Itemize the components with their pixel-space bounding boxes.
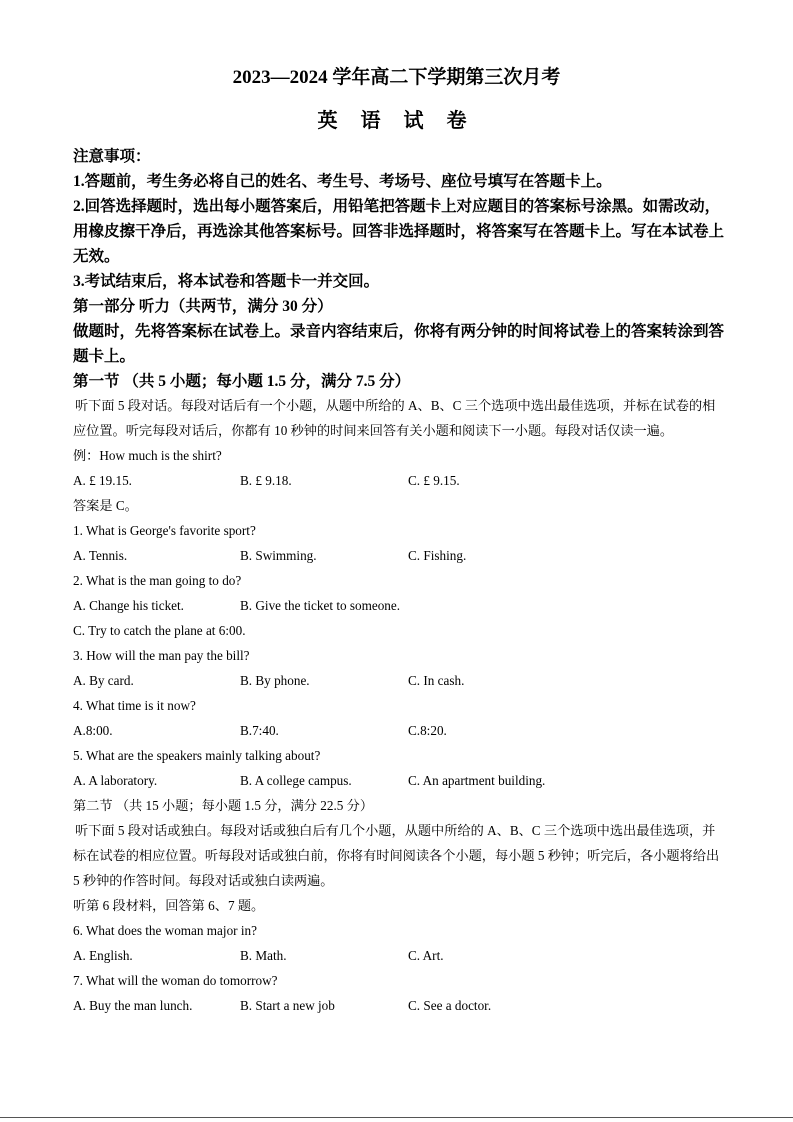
- option-b: B. A college campus.: [240, 773, 352, 788]
- page-bottom-divider: [0, 1117, 793, 1118]
- example-question: 例：How much is the shirt?: [73, 448, 222, 463]
- question-3: 3. How will the man pay the bill?: [73, 648, 250, 663]
- question-5: 5. What are the speakers mainly talking about?: [73, 748, 321, 763]
- option-c: C.8:20.: [408, 723, 447, 738]
- option-a: A. A laboratory.: [73, 773, 158, 788]
- option-b: B. By phone.: [240, 673, 310, 688]
- option-b: B. Start a new job: [240, 998, 335, 1013]
- question-2-options: [73, 593, 728, 618]
- option-a: A.8:00.: [73, 723, 113, 738]
- question-4: 4. What time is it now?: [73, 698, 196, 713]
- question-6-options: [73, 943, 728, 968]
- question-1-options: [73, 543, 728, 568]
- option-c: C. Fishing.: [408, 548, 467, 563]
- option-c: C. Art.: [408, 948, 444, 963]
- option-b: B. Swimming.: [240, 548, 317, 563]
- example-options: [73, 468, 728, 493]
- notice-item-1: 1.答题前，考生务必将自己的姓名、考生号、考场号、座位号填写在答题卡上。: [73, 173, 612, 190]
- notice-item-3: 3.考试结束后，将本试卷和答题卡一并交回。: [73, 273, 380, 290]
- section2-heading: 第二节 （共 15 小题；每小题 1.5 分，满分 22.5 分）: [73, 798, 374, 813]
- question-7-options: [73, 993, 728, 1018]
- section1-instruction: 听下面 5 段对话。每段对话后有一个小题，从题中所给的 A、B、C 三个选项中选出最佳选项，并标在试卷的相应位置。听完每段对话后，你都有 10 秒钟的时间来回答有关小题和阅读下一小题。每段对话仅读一遍。: [73, 398, 716, 438]
- question-7: 7. What will the woman do tomorrow?: [73, 973, 278, 988]
- part1-heading: 第一部分 听力（共两节，满分 30 分）: [73, 298, 333, 315]
- question-2: 2. What is the man going to do?: [73, 573, 242, 588]
- option-b: B.7:40.: [240, 723, 279, 738]
- section2-instruction: 听下面 5 段对话或独白。每段对话或独白后有几个小题，从题中所给的 A、B、C 三个选项中选出最佳选项，并标在试卷的相应位置。听每段对话或独白前，你将有时间阅读各个小题，每小题 5 秒钟；听完后，各小题将给出 5 秒钟的作答时间。每段对话或独白读两遍。: [73, 823, 720, 888]
- option-a: A. English.: [73, 948, 133, 963]
- option-b: B. Math.: [240, 948, 287, 963]
- option-b: B. £ 9.18.: [240, 473, 292, 488]
- notice-item-2: 2.回答选择题时，选出每小题答案后，用铅笔把答题卡上对应题目的答案标号涂黑。如需改动，用橡皮擦干净后，再选涂其他答案标号。回答非选择题时，将答案写在答题卡上。写在本试卷上无效。: [73, 198, 725, 265]
- part1-instruction: 做题时，先将答案标在试卷上。录音内容结束后，你将有两分钟的时间将试卷上的答案转涂到答题卡上。: [73, 323, 725, 365]
- example-answer: 答案是 C。: [73, 498, 138, 513]
- notice-block: [73, 144, 728, 394]
- option-c: C. £ 9.15.: [408, 473, 460, 488]
- question-5-options: [73, 768, 728, 793]
- question-1: 1. What is George's favorite sport?: [73, 523, 256, 538]
- option-a: A. Buy the man lunch.: [73, 998, 193, 1013]
- option-b: B. Give the ticket to someone.: [240, 598, 401, 613]
- option-a: A. Change his ticket.: [73, 598, 184, 613]
- option-c: C. In cash.: [408, 673, 465, 688]
- option-c: C. See a doctor.: [408, 998, 492, 1013]
- notice-heading: 注意事项：: [73, 148, 151, 165]
- question-3-options: [73, 668, 728, 693]
- subject-title: 英 语 试 卷: [317, 110, 476, 132]
- question-4-options: [73, 718, 728, 743]
- option-a: A. Tennis.: [73, 548, 128, 563]
- option-c: C. An apartment building.: [408, 773, 546, 788]
- section1-content: [73, 393, 728, 1018]
- question-6: 6. What does the woman major in?: [73, 923, 257, 938]
- option-a: A. £ 19.15.: [73, 473, 132, 488]
- material-6-note: 听第 6 段材料，回答第 6、7 题。: [73, 898, 265, 913]
- option-a: A. By card.: [73, 673, 134, 688]
- question-2-option-c: C. Try to catch the plane at 6:00.: [73, 623, 246, 638]
- section1-heading: 第一节 （共 5 小题；每小题 1.5 分，满分 7.5 分）: [73, 373, 411, 390]
- exam-title: 2023—2024 学年高二下学期第三次月考: [232, 67, 561, 88]
